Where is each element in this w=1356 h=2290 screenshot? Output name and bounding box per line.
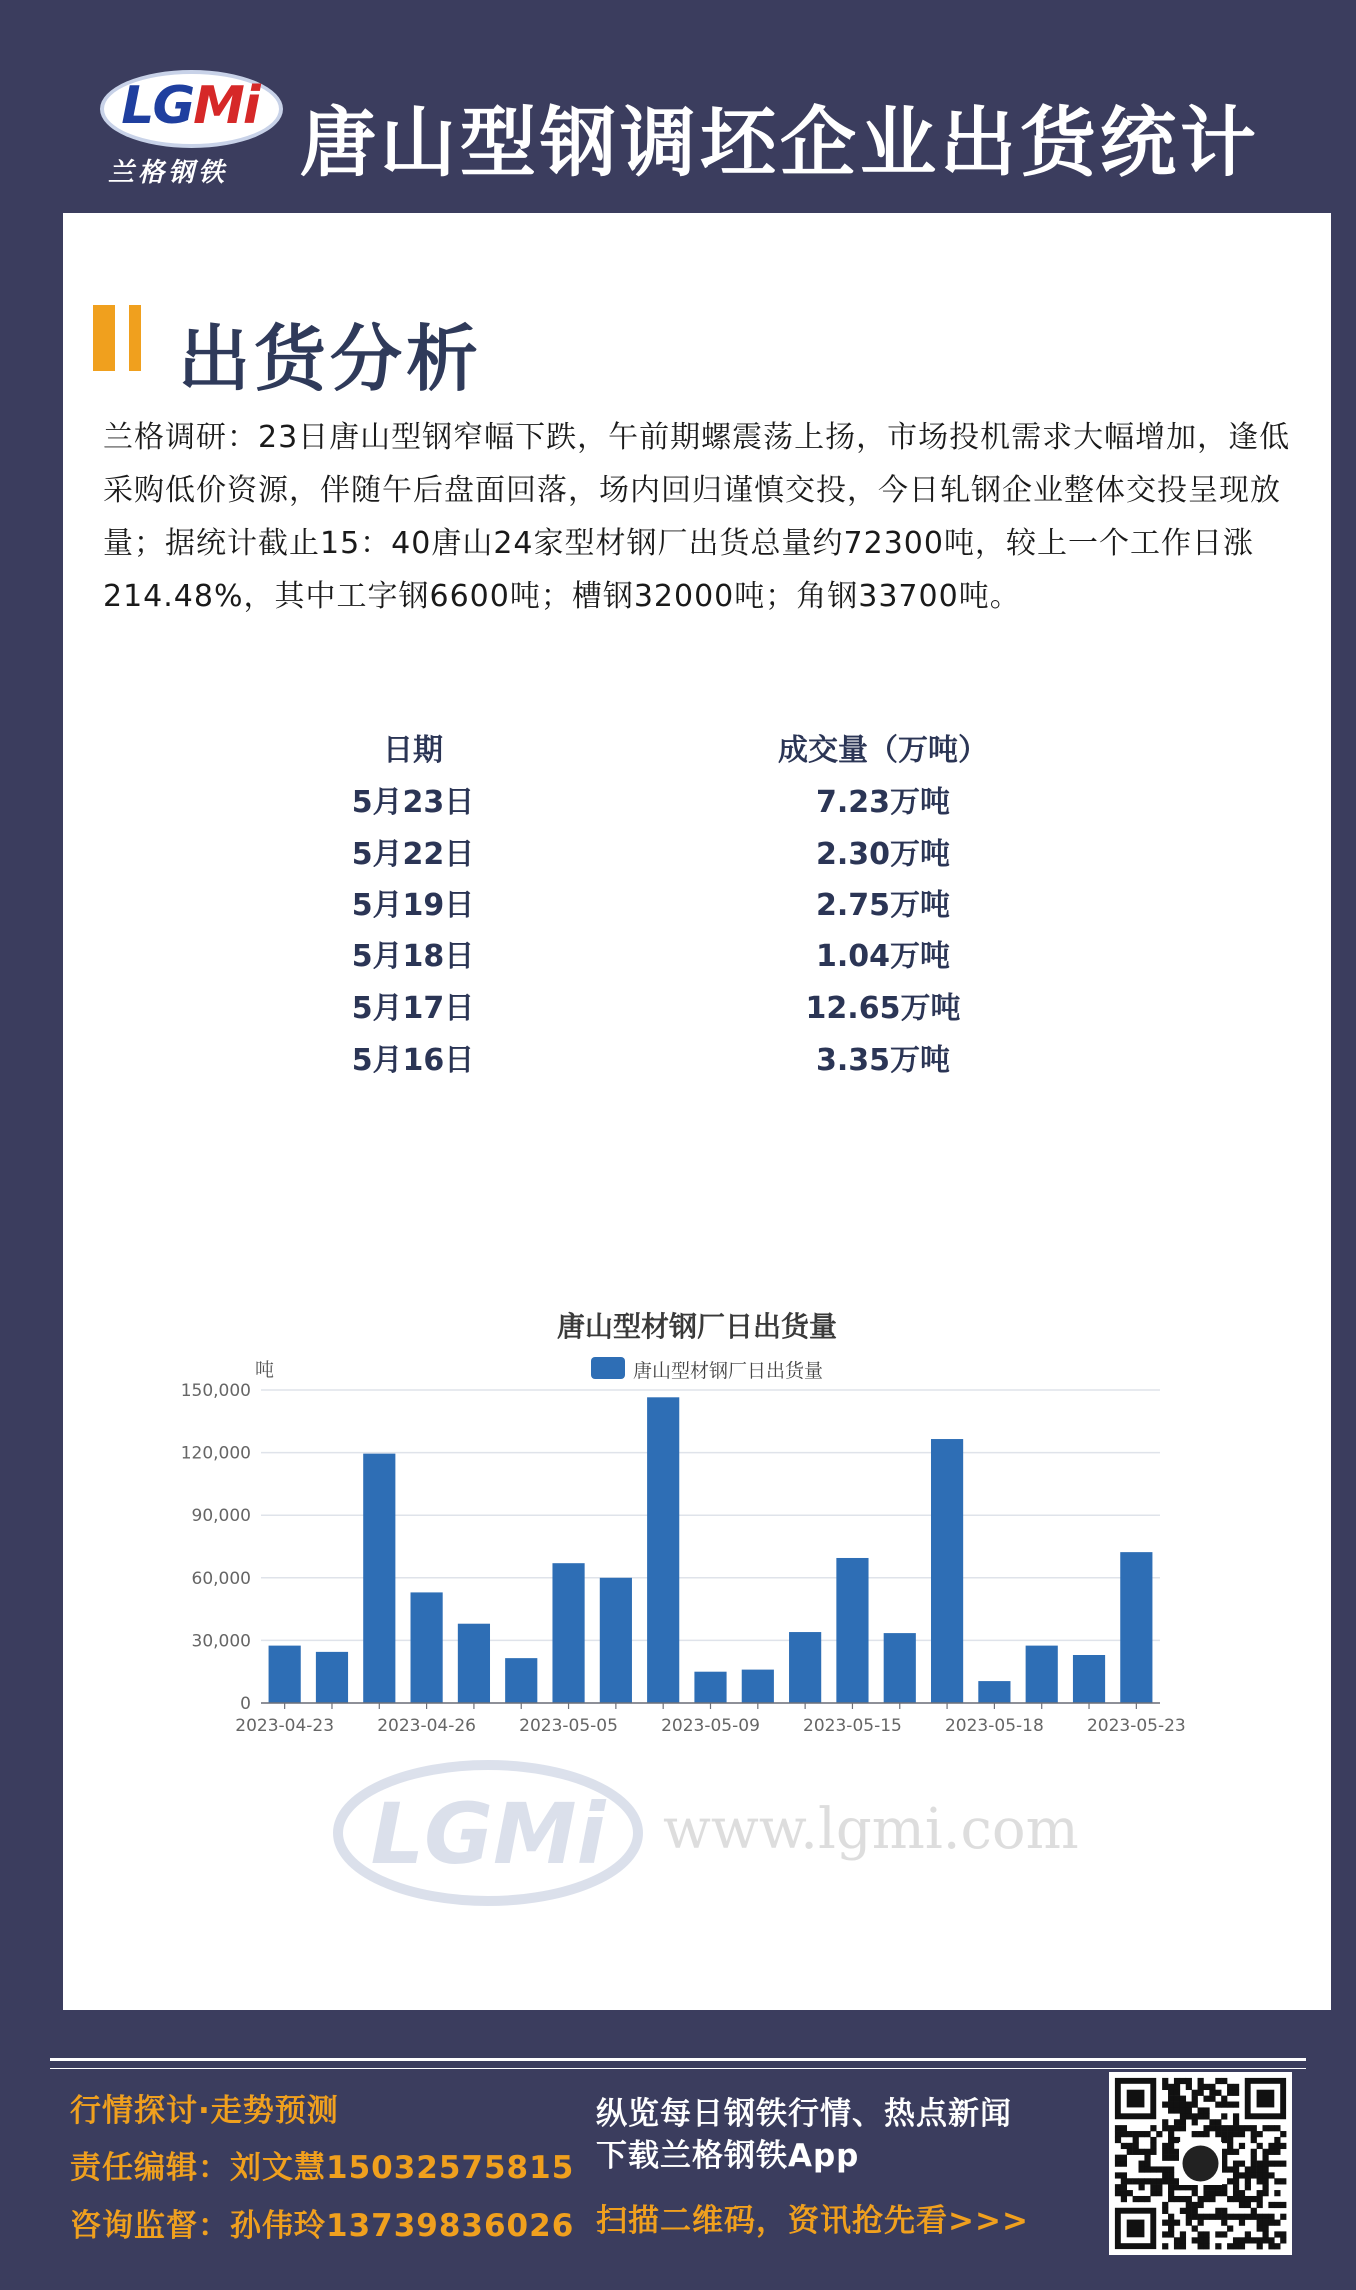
footer-promo-1: 纵览每日钢铁行情、热点新闻	[596, 2096, 1012, 2132]
logo-subtitle: 兰格钢铁	[108, 158, 229, 188]
logo-text: LGMi	[121, 76, 259, 136]
bar[interactable]	[978, 1681, 1010, 1703]
x-tick-label: 2023-05-05	[519, 1716, 618, 1736]
bar[interactable]	[363, 1454, 395, 1703]
chart-title: 唐山型材钢厂日出货量	[556, 1310, 837, 1343]
cell-date: 5月18日	[351, 939, 475, 974]
bar[interactable]	[1026, 1646, 1058, 1703]
watermark-logo: LGMi	[370, 1785, 606, 1883]
table-row	[293, 983, 1113, 1033]
analysis-paragraph: 兰格调研：23日唐山型钢窄幅下跌，午前期螺震荡上扬，市场投机需求大幅增加，逢低采购低价资源，伴随午后盘面回落，场内回归谨慎交投，今日轧钢企业整体交投呈现放量；据统计截止15：40唐山24家型材钢厂出货总量约72300吨，较上一个工作日涨214.48%，其中工字钢6600吨；槽钢32000吨；角钢33700吨。	[103, 420, 1291, 614]
watermark	[338, 1765, 1079, 1901]
table-row	[293, 931, 1113, 981]
footer	[0, 2010, 1356, 2290]
lgmi-logo	[100, 70, 280, 190]
cell-volume: 2.75万吨	[815, 888, 951, 923]
section-title: 出货分析	[178, 317, 483, 401]
cell-volume: 3.35万吨	[815, 1043, 951, 1078]
bar[interactable]	[647, 1397, 679, 1703]
bar[interactable]	[505, 1658, 537, 1703]
header	[0, 0, 1356, 210]
y-tick-label: 60,000	[191, 1568, 251, 1589]
cell-date: 5月19日	[351, 888, 475, 923]
bar[interactable]	[789, 1632, 821, 1703]
table-row	[293, 829, 1113, 879]
footer-editor: 责任编辑：刘文慧15032575815	[70, 2150, 575, 2186]
bar[interactable]	[694, 1672, 726, 1703]
x-tick-label: 2023-05-15	[803, 1716, 902, 1736]
x-tick-label: 2023-05-23	[1086, 1716, 1186, 1736]
bar[interactable]	[931, 1439, 963, 1703]
qr-code-icon[interactable]	[1109, 2072, 1292, 2255]
y-tick-label: 150,000	[180, 1381, 251, 1401]
x-tick-label: 2023-04-26	[377, 1716, 477, 1736]
bar[interactable]	[1120, 1552, 1152, 1703]
cell-date: 5月22日	[351, 837, 475, 872]
bar[interactable]	[316, 1652, 348, 1703]
table-row	[293, 880, 1113, 930]
footer-promo-3: 扫描二维码，资讯抢先看>>>	[596, 2203, 1029, 2239]
y-axis-unit: 吨	[255, 1359, 275, 1381]
bar[interactable]	[411, 1592, 443, 1703]
bar[interactable]	[552, 1563, 584, 1703]
cell-date: 5月17日	[351, 991, 475, 1026]
bar[interactable]	[1073, 1655, 1105, 1703]
watermark-url: www.lgmi.com	[663, 1797, 1079, 1862]
table-row	[293, 1035, 1113, 1085]
bar[interactable]	[600, 1578, 632, 1703]
header-volume: 成交量（万吨）	[778, 733, 988, 768]
bar[interactable]	[884, 1633, 916, 1703]
cell-volume: 7.23万吨	[815, 785, 951, 820]
cell-volume: 2.30万吨	[815, 837, 951, 872]
y-tick-label: 120,000	[180, 1443, 251, 1464]
header-date: 日期	[383, 733, 443, 768]
cell-volume: 1.04万吨	[815, 939, 951, 974]
bar[interactable]	[269, 1646, 301, 1703]
section-marker-icon	[93, 305, 153, 371]
content-card	[63, 213, 1331, 2010]
x-tick-label: 2023-05-18	[944, 1716, 1044, 1736]
page-title: 唐山型钢调坯企业出货统计	[300, 98, 1260, 187]
cell-volume: 12.65万吨	[805, 991, 961, 1026]
x-tick-label: 2023-05-09	[661, 1716, 760, 1736]
y-tick-label: 90,000	[191, 1506, 251, 1527]
cell-date: 5月16日	[351, 1043, 475, 1078]
footer-slogan: 行情探讨·走势预测	[70, 2093, 339, 2129]
footer-supervisor: 咨询监督：孙伟玲13739836026	[70, 2208, 575, 2244]
x-tick-label: 2023-04-23	[235, 1716, 335, 1736]
bar[interactable]	[458, 1624, 490, 1703]
y-tick-label: 30,000	[191, 1631, 251, 1652]
cell-date: 5月23日	[351, 785, 475, 820]
bar[interactable]	[742, 1670, 774, 1703]
table-row	[293, 777, 1113, 827]
bar[interactable]	[836, 1558, 868, 1703]
y-tick-label: 0	[240, 1694, 251, 1714]
footer-promo-2: 下载兰格钢铁App	[596, 2138, 860, 2174]
table-header	[293, 725, 1113, 775]
bar-chart	[63, 1373, 1331, 2053]
legend-label: 唐山型材钢厂日出货量	[633, 1360, 824, 1382]
